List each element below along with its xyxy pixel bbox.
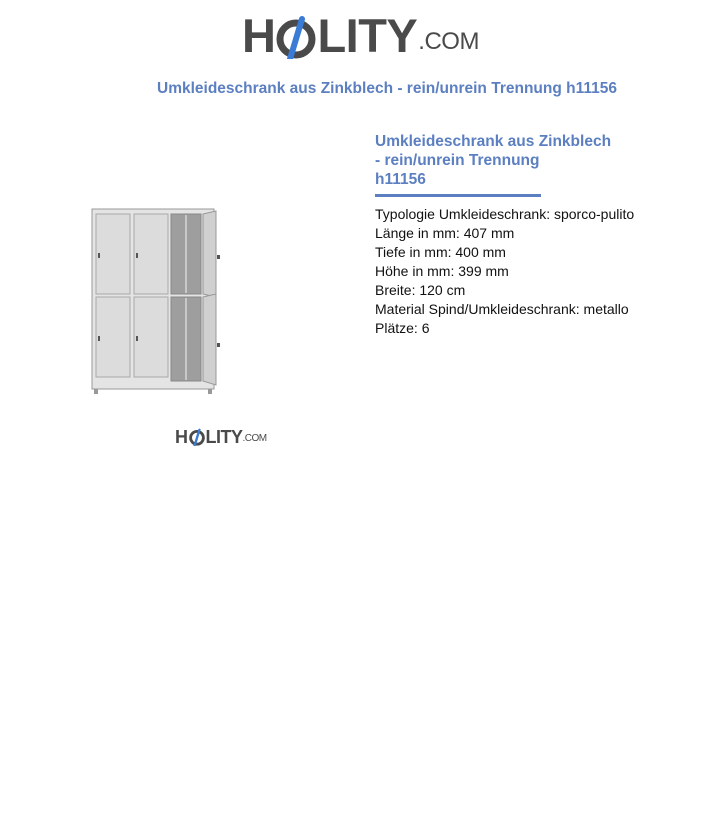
spec-line: Tiefe in mm: 400 mm: [375, 244, 506, 260]
spec-line: Länge in mm: 407 mm: [375, 225, 515, 241]
product-specs: [375, 205, 715, 338]
logo-o-icon: [276, 15, 316, 59]
logo-letters-lity: LITY: [317, 9, 418, 62]
product-title-line: Umkleideschrank aus Zinkblech: [375, 133, 612, 150]
product-title-line: - rein/unrein Trennung: [375, 152, 540, 169]
locker-cabinet-image: [88, 205, 223, 395]
product-title-line: h11156: [375, 171, 426, 188]
brand-logo: [242, 9, 479, 62]
logo-o-icon: [189, 428, 205, 446]
spec-line: Höhe in mm: 399 mm: [375, 263, 509, 279]
footer-logo: [175, 428, 267, 446]
product-title: [375, 132, 655, 189]
page-title: Umkleideschrank aus Zinkblech - rein/unrein Trennung h11156: [157, 80, 617, 97]
logo-letter-h: H: [175, 427, 188, 447]
logo-letter-h: H: [242, 9, 276, 62]
title-underline: [375, 194, 541, 197]
logo-letters-lity: LITY: [205, 427, 243, 447]
spec-line: Material Spind/Umkleideschrank: metallo: [375, 301, 629, 317]
spec-line: Plätze: 6: [375, 320, 430, 336]
spec-line: Breite: 120 cm: [375, 282, 466, 298]
logo-suffix: .COM: [242, 433, 267, 444]
logo-suffix: .COM: [418, 28, 479, 55]
spec-line: Typologie Umkleideschrank: sporco-pulito: [375, 206, 635, 222]
